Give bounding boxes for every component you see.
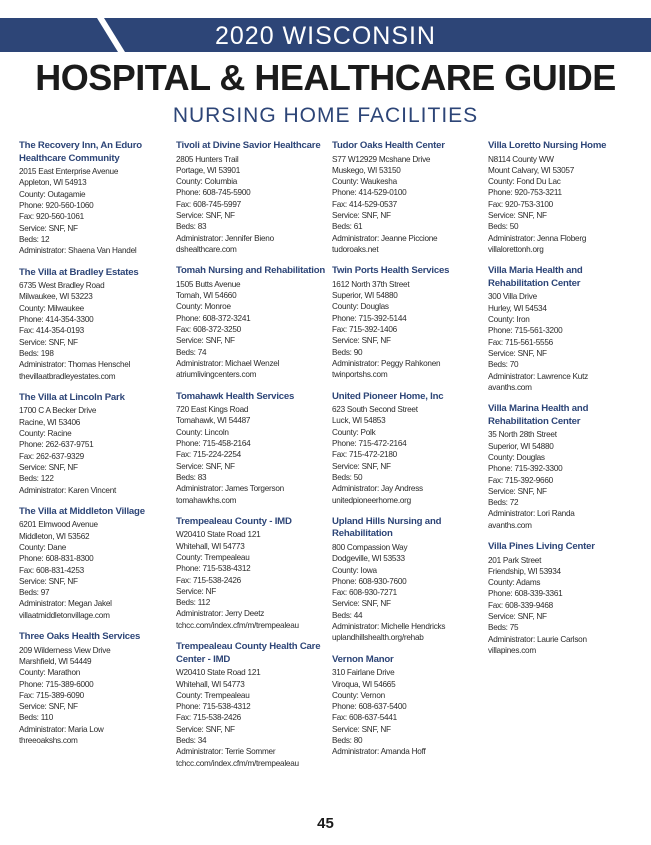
facility-name: The Recovery Inn, An Eduro Healthcare Community: [19, 140, 142, 164]
facility-fax: Fax: 715-538-2426: [176, 713, 241, 723]
facility-county: County: Trempealeau: [176, 552, 250, 562]
facility-county: County: Vernon: [332, 690, 385, 700]
facility-fax: Fax: 608-339-9468: [488, 600, 553, 610]
facility-county: County: Columbia: [176, 177, 238, 187]
facility-fax: Fax: 715-392-1406: [332, 325, 397, 335]
facility-service: Service: SNF, NF: [19, 702, 78, 712]
facility-address: 800 Compassion Way: [332, 542, 408, 552]
facility-address: 6735 West Bradley Road: [19, 281, 105, 291]
facility-city: Tomahawk, WI 54487: [176, 416, 251, 426]
facility-phone: Phone: 715-392-3300: [488, 464, 563, 474]
facility-phone: Phone: 715-472-2164: [332, 439, 407, 449]
facility-address: 623 South Second Street: [332, 405, 418, 415]
facility-website[interactable]: tchcc.com/index.cfm/m/trempealeau: [176, 620, 299, 630]
facility-service: Service: SNF, NF: [332, 461, 391, 471]
facility-website[interactable]: unitedpioneerhome.org: [332, 495, 411, 505]
facility-phone: Phone: 920-753-3211: [488, 188, 562, 198]
facility-beds: Beds: 34: [176, 736, 207, 746]
facility-name: Tomahawk Health Services: [176, 390, 295, 402]
facility-county: County: Monroe: [176, 302, 231, 312]
facility-phone: Phone: 608-745-5900: [176, 188, 251, 198]
facility-website[interactable]: threeoakshs.com: [19, 736, 78, 746]
facility-beds: Beds: 74: [176, 347, 207, 357]
listing-column-1: [19, 140, 167, 756]
facility-name: Trempealeau County Health Care Center - IMD: [176, 641, 321, 665]
facility-beds: Beds: 50: [332, 472, 363, 482]
facility-address: 1612 North 37th Street: [332, 279, 410, 289]
facility-beds: Beds: 110: [19, 713, 54, 723]
facility-address: 2805 Hunters Trail: [176, 154, 239, 164]
facility-administrator: Administrator: Jay Andress: [332, 484, 423, 494]
listing-column-3: [332, 140, 480, 768]
facility-phone: Phone: 608-339-3361: [488, 589, 563, 599]
facility-administrator: Administrator: Peggy Rahkonen: [332, 358, 441, 368]
facility-county: County: Milwaukee: [19, 303, 84, 313]
facility-name: Trempealeau County - IMD: [176, 515, 292, 527]
facility-website[interactable]: avanths.com: [488, 382, 532, 392]
facility-entry: [488, 541, 636, 656]
facility-phone: Phone: 262-637-9751: [19, 440, 94, 450]
listing-column-4: [488, 140, 636, 666]
facility-city: Whitehall, WI 54773: [176, 679, 245, 689]
facility-fax: Fax: 715-224-2254: [176, 450, 241, 460]
facility-entry: [176, 265, 326, 380]
facility-website[interactable]: tudoroaks.net: [332, 244, 379, 254]
facility-phone: Phone: 414-529-0100: [332, 188, 407, 198]
page-number: 45: [317, 815, 334, 832]
facility-entry: [176, 516, 326, 631]
facility-entry: [332, 516, 480, 644]
facility-address: W20410 State Road 121: [176, 530, 261, 540]
facility-city: Superior, WI 54880: [488, 441, 554, 451]
facility-service: Service: SNF, NF: [176, 211, 235, 221]
facility-fax: Fax: 608-930-7271: [332, 588, 397, 598]
facility-name: Tivoli at Divine Savior Healthcare: [176, 140, 321, 151]
facility-administrator: Administrator: Jenna Floberg: [488, 233, 587, 243]
facility-city: Viroqua, WI 54665: [332, 679, 396, 689]
facility-fax: Fax: 414-529-0537: [332, 199, 397, 209]
facility-fax: Fax: 715-538-2426: [176, 575, 241, 585]
facility-name: Villa Maria Health and Rehabilitation Center: [488, 265, 583, 289]
facility-beds: Beds: 75: [488, 623, 519, 633]
facility-name: Villa Pines Living Center: [488, 540, 595, 552]
facility-entry: [176, 391, 326, 506]
facility-county: County: Iowa: [332, 565, 377, 575]
facility-website[interactable]: thevillaatbradleyestates.com: [19, 371, 116, 381]
facility-entry: [176, 641, 326, 769]
facility-service: Service: SNF, NF: [332, 211, 391, 221]
facility-phone: Phone: 715-561-3200: [488, 326, 563, 336]
facility-phone: Phone: 608-930-7600: [332, 576, 407, 586]
facility-phone: Phone: 608-637-5400: [332, 702, 407, 712]
facility-entry: [332, 140, 480, 255]
facility-name: The Villa at Lincoln Park: [19, 391, 125, 403]
facility-fax: Fax: 715-472-2180: [332, 450, 397, 460]
facility-address: 1505 Butts Avenue: [176, 279, 241, 289]
facility-phone: Phone: 414-354-3300: [19, 315, 94, 325]
facility-beds: Beds: 70: [488, 360, 519, 370]
facility-administrator: Administrator: Jerry Deetz: [176, 609, 265, 619]
facility-fax: Fax: 715-561-5556: [488, 337, 553, 347]
facility-address: 209 Wilderness View Drive: [19, 645, 111, 655]
facility-beds: Beds: 44: [332, 610, 363, 620]
facility-administrator: Administrator: Lori Randa: [488, 509, 575, 519]
facility-fax: Fax: 414-354-0193: [19, 326, 84, 336]
facility-beds: Beds: 112: [176, 598, 211, 608]
facility-address: 35 North 28th Street: [488, 430, 557, 440]
facility-administrator: Administrator: Jeanne Piccione: [332, 233, 438, 243]
listing-column-2: [176, 140, 326, 779]
facility-fax: Fax: 608-372-3250: [176, 325, 241, 335]
facility-entry: [19, 506, 167, 621]
facility-service: Service: SNF, NF: [176, 336, 235, 346]
facility-phone: Phone: 920-560-1060: [19, 201, 94, 211]
facility-address: 300 Villa Drive: [488, 292, 537, 302]
facility-service: Service: SNF, NF: [488, 612, 547, 622]
facility-fax: Fax: 608-745-5997: [176, 199, 241, 209]
facility-name: Villa Loretto Nursing Home: [488, 140, 607, 151]
facility-beds: Beds: 97: [19, 588, 50, 598]
facility-name: Vernon Manor: [332, 653, 394, 665]
facility-address: 310 Fairlane Drive: [332, 668, 395, 678]
facility-county: County: Douglas: [488, 452, 545, 462]
facility-name: Upland Hills Nursing and Rehabilitation: [332, 515, 442, 540]
facility-beds: Beds: 83: [176, 472, 207, 482]
facility-address: 720 East Kings Road: [176, 405, 249, 415]
facility-phone: Phone: 715-538-4312: [176, 564, 251, 574]
facility-website[interactable]: twinportshs.com: [332, 370, 388, 380]
facility-administrator: Administrator: Thomas Henschel: [19, 360, 131, 370]
facility-website[interactable]: villalorettonh.org: [488, 244, 544, 254]
facility-entry: [488, 265, 636, 393]
facility-phone: Phone: 715-389-6000: [19, 679, 94, 689]
facility-service: Service: SNF, NF: [332, 599, 391, 609]
facility-entry: [488, 140, 636, 255]
section-title: NURSING HOME FACILITIES: [172, 104, 479, 127]
facility-address: S77 W12929 Mcshane Drive: [332, 154, 431, 164]
facility-service: Service: SNF, NF: [19, 223, 78, 233]
facility-phone: Phone: 608-372-3241: [176, 313, 251, 323]
facility-name: Tudor Oaks Health Center: [332, 140, 445, 151]
facility-website[interactable]: villaatmiddletonvillage.com: [19, 610, 110, 620]
facility-entry: [176, 140, 326, 255]
facility-service: Service: SNF, NF: [488, 348, 547, 358]
facility-administrator: Administrator: Maria Low: [19, 724, 104, 734]
facility-administrator: Administrator: James Torgerson: [176, 484, 284, 494]
facility-website[interactable]: avanths.com: [488, 520, 532, 530]
facility-city: Tomah, WI 54660: [176, 291, 237, 301]
facility-fax: Fax: 608-637-5441: [332, 713, 397, 723]
facility-website[interactable]: villapines.com: [488, 645, 536, 655]
facility-address: 2015 East Enterprise Avenue: [19, 167, 119, 177]
facility-service: Service: SNF, NF: [488, 211, 547, 221]
facility-county: County: Trempealeau: [176, 690, 250, 700]
facility-entry: [488, 403, 636, 531]
facility-administrator: Administrator: Jennifer Bieno: [176, 233, 274, 243]
facility-website[interactable]: tchcc.com/index.cfm/m/trempealeau: [176, 758, 299, 768]
facility-beds: Beds: 80: [332, 736, 363, 746]
facility-county: County: Adams: [488, 578, 541, 588]
facility-service: Service: SNF, NF: [19, 462, 78, 472]
facility-city: Whitehall, WI 54773: [176, 541, 245, 551]
facility-beds: Beds: 50: [488, 222, 519, 232]
facility-beds: Beds: 83: [176, 222, 207, 232]
facility-entry: [332, 391, 480, 506]
facility-address: N8114 County WW: [488, 154, 554, 164]
facility-name: The Villa at Middleton Village: [19, 505, 145, 517]
facility-phone: Phone: 715-538-4312: [176, 702, 251, 712]
facility-fax: Fax: 262-637-9329: [19, 451, 84, 461]
facility-service: Service: SNF, NF: [176, 461, 235, 471]
facility-address: 1700 C A Becker Drive: [19, 406, 97, 416]
facility-county: County: Douglas: [332, 302, 389, 312]
facility-county: County: Marathon: [19, 668, 81, 678]
facility-service: Service: SNF, NF: [488, 486, 547, 496]
facility-administrator: Administrator: Shaena Van Handel: [19, 246, 137, 256]
facility-city: Hurley, WI 54534: [488, 303, 547, 313]
facility-name: Tomah Nursing and Rehabilitation: [176, 265, 326, 277]
facility-county: County: Outagamie: [19, 189, 86, 199]
facility-fax: Fax: 715-392-9660: [488, 475, 553, 485]
facility-city: Friendship, WI 53934: [488, 566, 561, 576]
facility-phone: Phone: 608-831-8300: [19, 554, 94, 564]
facility-service: Service: NF: [176, 586, 217, 596]
facility-administrator: Administrator: Laurie Carlson: [488, 634, 587, 644]
facility-website[interactable]: atriumlivingcenters.com: [176, 370, 257, 380]
facility-website[interactable]: uplandhillshealth.org/rehab: [332, 633, 424, 643]
facility-administrator: Administrator: Amanda Hoff: [332, 747, 426, 757]
facility-city: Luck, WI 54853: [332, 416, 386, 426]
facility-address: 6201 Elmwood Avenue: [19, 520, 98, 530]
facility-entry: [19, 267, 167, 382]
facility-city: Appleton, WI 54913: [19, 178, 87, 188]
facility-name: Three Oaks Health Services: [19, 631, 141, 643]
facility-administrator: Administrator: Lawrence Kutz: [488, 371, 588, 381]
facility-city: Superior, WI 54880: [332, 291, 398, 301]
facility-county: County: Fond Du Lac: [488, 177, 561, 187]
facility-entry: [19, 392, 167, 496]
facility-county: County: Dane: [19, 542, 67, 552]
facility-website[interactable]: tomahawkhs.com: [176, 495, 237, 505]
facility-city: Middleton, WI 53562: [19, 531, 90, 541]
guide-title: HOSPITAL & HEALTHCARE GUIDE: [35, 57, 616, 98]
facility-fax: Fax: 920-753-3100: [488, 199, 553, 209]
facility-website[interactable]: dshealthcare.com: [176, 244, 237, 254]
facility-city: Muskego, WI 53150: [332, 165, 401, 175]
facility-entry: [19, 140, 167, 257]
facility-service: Service: SNF, NF: [332, 724, 391, 734]
facility-entry: [332, 654, 480, 758]
facility-city: Racine, WI 53406: [19, 417, 81, 427]
facility-name: Villa Marina Health and Rehabilitation Center: [488, 403, 589, 427]
facility-name: United Pioneer Home, Inc: [332, 390, 444, 402]
facility-fax: Fax: 920-560-1061: [19, 212, 84, 222]
facility-address: 201 Park Street: [488, 555, 542, 565]
facility-service: Service: SNF, NF: [19, 576, 78, 586]
facility-administrator: Administrator: Michelle Hendricks: [332, 622, 446, 632]
facility-beds: Beds: 72: [488, 498, 519, 508]
facility-name: Twin Ports Health Services: [332, 265, 450, 277]
facility-phone: Phone: 715-392-5144: [332, 313, 407, 323]
facility-city: Mount Calvary, WI 53057: [488, 165, 575, 175]
facility-administrator: Administrator: Terrie Sommer: [176, 747, 276, 757]
facility-service: Service: SNF, NF: [19, 337, 78, 347]
facility-city: Portage, WI 53901: [176, 165, 241, 175]
facility-service: Service: SNF, NF: [332, 336, 391, 346]
facility-beds: Beds: 12: [19, 234, 50, 244]
facility-county: County: Waukesha: [332, 177, 397, 187]
facility-administrator: Administrator: Michael Wenzel: [176, 358, 280, 368]
facility-city: Dodgeville, WI 53533: [332, 554, 405, 564]
facility-entry: [19, 631, 167, 746]
facility-fax: Fax: 715-389-6090: [19, 690, 84, 700]
facility-county: County: Polk: [332, 427, 376, 437]
facility-county: County: Racine: [19, 429, 72, 439]
facility-county: County: Lincoln: [176, 427, 229, 437]
facility-city: Marshfield, WI 54449: [19, 656, 92, 666]
facility-phone: Phone: 715-458-2164: [176, 439, 251, 449]
facility-address: W20410 State Road 121: [176, 668, 261, 678]
facility-beds: Beds: 61: [332, 222, 363, 232]
facility-beds: Beds: 122: [19, 474, 54, 484]
facility-beds: Beds: 90: [332, 347, 363, 357]
facility-administrator: Administrator: Megan Jakel: [19, 599, 112, 609]
facility-beds: Beds: 198: [19, 348, 54, 358]
facility-county: County: Iron: [488, 315, 530, 325]
facility-name: The Villa at Bradley Estates: [19, 266, 139, 278]
year-title: 2020 WISCONSIN: [214, 22, 436, 50]
facility-administrator: Administrator: Karen Vincent: [19, 485, 117, 495]
facility-city: Milwaukee, WI 53223: [19, 292, 93, 302]
facility-service: Service: SNF, NF: [176, 724, 235, 734]
facility-entry: [332, 265, 480, 380]
facility-fax: Fax: 608-831-4253: [19, 565, 84, 575]
